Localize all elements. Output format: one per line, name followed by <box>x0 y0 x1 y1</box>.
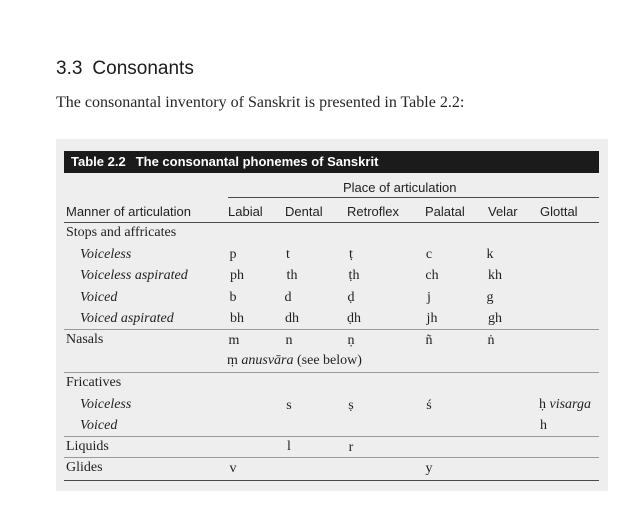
cell-vasp-palatal: ch <box>425 268 439 283</box>
col-palatal: Palatal <box>425 204 465 219</box>
group-glides-label: Glides <box>66 460 103 475</box>
col-labial: Labial <box>228 204 263 219</box>
cell-liquid-retroflex: r <box>348 440 354 455</box>
section-title: Consonants <box>92 58 194 79</box>
group-divider-liquids <box>64 457 599 458</box>
cell-voiced-dental: d <box>284 290 292 305</box>
table-caption-label: Table 2.2 <box>71 154 126 169</box>
cell-voiced-retroflex: ḍ <box>347 290 355 305</box>
anusvara-see-below: (see below) <box>297 353 362 368</box>
cell-vdasp-dental: dh <box>285 311 299 326</box>
section-heading <box>56 58 194 80</box>
anusvara-word: anusvāra <box>241 353 294 368</box>
cell-vasp-velar: kh <box>488 268 502 283</box>
group-divider-fricatives <box>64 436 599 437</box>
anusvara-note <box>227 353 362 369</box>
cell-fric-voiceless-glottal <box>539 397 591 413</box>
table-bottom-rule <box>64 480 599 481</box>
cell-nasal-palatal: ñ <box>425 333 433 348</box>
row-voiceless-label: Voiceless <box>80 247 132 262</box>
visarga-word: visarga <box>549 397 591 412</box>
cell-fric-voiced-glottal: h <box>540 418 547 433</box>
cell-glide-palatal: y <box>425 461 433 476</box>
row-voiced-label: Voiced <box>80 290 118 305</box>
cell-nasal-labial: m <box>228 333 240 348</box>
row-fric-voiced-label: Voiced <box>80 418 118 433</box>
cell-vasp-labial: ph <box>230 268 244 283</box>
group-divider-nasals <box>64 372 599 373</box>
place-of-articulation-header: Place of articulation <box>343 180 457 195</box>
cell-vdasp-labial: bh <box>230 311 244 326</box>
cell-voiceless-dental: t <box>286 247 290 262</box>
col-glottal: Glottal <box>540 204 578 219</box>
cell-liquid-dental: l <box>287 439 291 454</box>
row-fric-voiceless-label: Voiceless <box>80 397 132 412</box>
col-retroflex: Retroflex <box>347 204 400 219</box>
group-divider-stops <box>64 329 599 330</box>
cell-vasp-dental: th <box>286 268 298 283</box>
cell-fric-voiceless-dental: s <box>286 398 292 413</box>
visarga-symbol: ḥ <box>539 397 546 412</box>
cell-vdasp-retroflex: ḍh <box>347 311 361 326</box>
group-stops-label: Stops and affricates <box>66 225 177 240</box>
cell-vdasp-palatal: jh <box>426 311 438 326</box>
table-caption-title: The consonantal phonemes of Sanskrit <box>135 154 379 169</box>
cell-nasal-retroflex: ṇ <box>347 333 355 348</box>
anusvara-symbol: ṃ <box>227 353 238 368</box>
cell-glide-labial: v <box>229 461 237 476</box>
cell-nasal-dental: n <box>285 333 293 348</box>
header-subrule <box>228 197 599 198</box>
section-number: 3.3 <box>56 58 83 79</box>
cell-voiced-labial: b <box>229 290 237 305</box>
header-bottom-rule <box>64 222 599 223</box>
row-voiced-aspirated-label: Voiced aspirated <box>80 311 174 326</box>
col-dental: Dental <box>285 204 323 219</box>
intro-paragraph: The consonantal inventory of Sanskrit is presented in Table 2.2: <box>56 94 465 111</box>
cell-voiceless-palatal: c <box>425 247 433 262</box>
group-liquids-label: Liquids <box>66 439 109 454</box>
group-fricatives-label: Fricatives <box>66 375 122 390</box>
cell-fric-voiceless-palatal: ś <box>426 398 432 413</box>
col-velar: Velar <box>488 204 518 219</box>
cell-voiceless-labial: p <box>229 247 237 262</box>
cell-fric-voiceless-retroflex: ṣ <box>348 398 354 413</box>
cell-vdasp-velar: gh <box>488 311 502 326</box>
cell-voiceless-velar: k <box>486 247 494 262</box>
cell-vasp-retroflex: ṭh <box>348 268 360 283</box>
group-nasals-label: Nasals <box>66 332 104 347</box>
table-caption <box>64 151 599 173</box>
cell-nasal-velar: ṅ <box>487 333 495 348</box>
cell-voiced-velar: g <box>486 290 494 305</box>
cell-voiced-palatal: j <box>427 290 431 305</box>
row-voiceless-aspirated-label: Voiceless aspirated <box>80 268 188 283</box>
cell-voiceless-retroflex: ṭ <box>349 247 353 262</box>
manner-header: Manner of articulation <box>66 204 192 219</box>
